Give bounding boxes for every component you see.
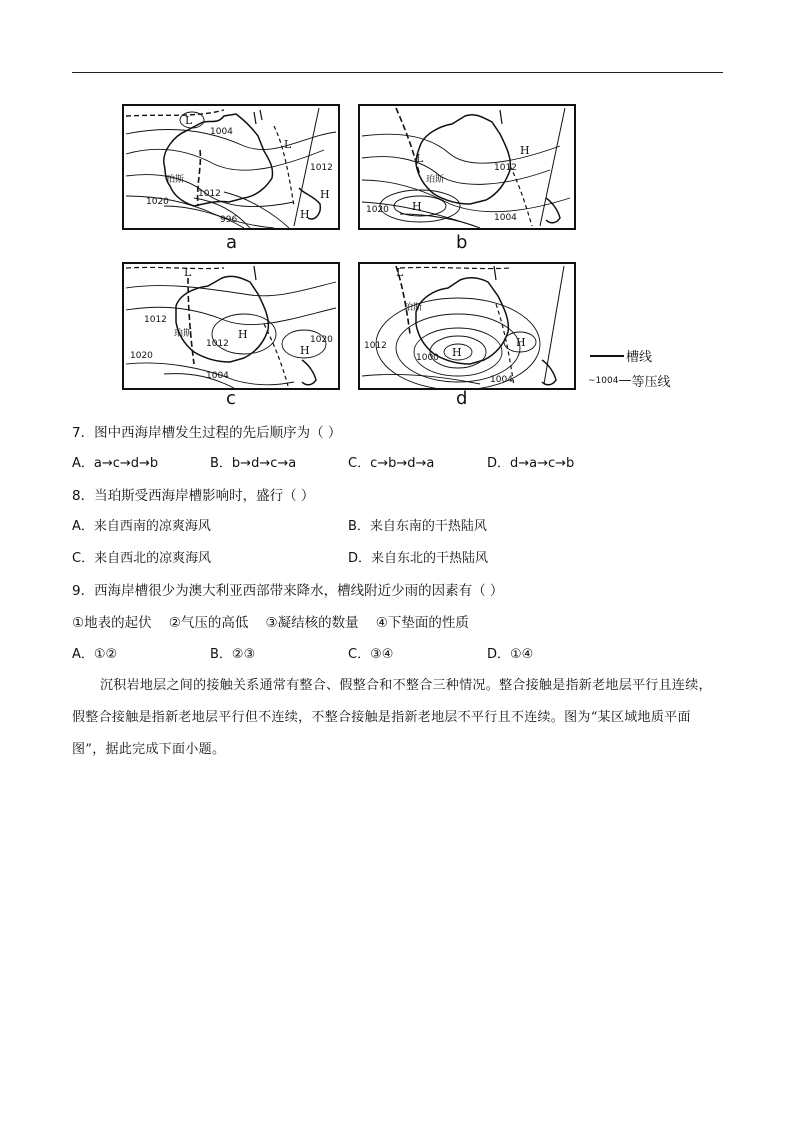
map-c-isobar-1020-west: 1020 [130, 351, 153, 361]
weather-map-d [358, 262, 576, 390]
map-d-isobar-1012: 1012 [364, 341, 387, 351]
map-b-isobar-1012: 1012 [494, 163, 517, 173]
map-b-high-label-2: H [412, 200, 422, 213]
trough-line-icon [590, 351, 626, 361]
map-c-isobar-1012-center: 1012 [206, 339, 229, 349]
question-9-factors: ①地表的起伏 ②气压的高低 ③凝结核的数量 ④下垫面的性质 [72, 615, 469, 631]
header-rule [72, 72, 723, 73]
map-b-low-label: L [416, 152, 424, 165]
question-8-option-a[interactable]: A．来自西南的凉爽海风 [72, 519, 211, 534]
question-8-option-b[interactable]: B．来自东南的干热陆风 [348, 519, 487, 534]
legend-isobar-value: 1004 [595, 375, 619, 386]
question-7-stem: 7．图中西海岸槽发生过程的先后顺序为（ ） [72, 425, 342, 441]
legend-isobar: ~ 1004 — 等压线 [588, 373, 671, 390]
map-a-isobar-1020: 1020 [146, 197, 169, 207]
map-c-isobar-1020-east: 1020 [310, 335, 333, 345]
map-a-perth-label: 珀斯 [166, 175, 185, 185]
map-c-caption: c [226, 388, 236, 409]
question-9-option-b[interactable]: B．②③ [210, 647, 256, 662]
weather-map-b [358, 104, 576, 230]
map-d-isobar-1004: 1004 [490, 375, 513, 385]
weather-map-c [122, 262, 340, 390]
map-b-isobar-1020: 1020 [366, 205, 389, 215]
map-a-isobar-1012-west: 1012 [198, 189, 221, 199]
map-d-high-label-2: H [516, 336, 526, 349]
map-a-low-label-1: L [185, 114, 193, 127]
question-7-option-d[interactable]: D．d→a→c→b [487, 456, 575, 471]
map-a-isobar-1012-east: 1012 [310, 163, 333, 173]
question-9-stem: 9．西海岸槽很少为澳大利亚西部带来降水，槽线附近少雨的因素有（ ） [72, 583, 504, 599]
map-b-perth-label: 珀斯 [426, 175, 445, 185]
legend-isobar-label: 等压线 [631, 375, 671, 390]
map-d-perth-label: 珀斯 [404, 303, 423, 313]
map-d-low-label: L [396, 266, 404, 279]
map-d-caption: d [456, 388, 468, 409]
question-7-option-c[interactable]: C．c→b→d→a [348, 456, 435, 471]
geology-intro-paragraph: 沉积岩地层之间的接触关系通常有整合、假整合和不整合三种情况。整合接触是指新老地层平行且连续，假整合接触是指新老地层平行但不连续，不整合接触是指新老地层不平行且不连续。图为“某区域地质平面图”，据此完成下面小题。 [72, 678, 712, 757]
map-a-isobar-1004: 1004 [210, 127, 233, 137]
map-c-low-label: L [184, 266, 192, 279]
map-a-high-label-1: H [320, 188, 330, 201]
map-a-isobar-996: 996 [220, 215, 238, 225]
map-c-isobar-1012-west: 1012 [144, 315, 167, 325]
map-a-low-label-2: L [284, 138, 292, 151]
map-d-isobar-1000: 1000 [416, 353, 439, 363]
question-8-stem: 8．当珀斯受西海岸槽影响时，盛行（ ） [72, 488, 315, 504]
map-c-high-label-2: H [300, 344, 310, 357]
map-a-high-label-2: H [300, 208, 310, 221]
map-c-perth-label: 珀斯 [174, 329, 193, 339]
question-7-option-b[interactable]: B．b→d→c→a [210, 456, 297, 471]
question-8-option-c[interactable]: C．来自西北的凉爽海风 [72, 551, 212, 566]
question-7-option-a[interactable]: A．a→c→d→b [72, 456, 159, 471]
weather-map-a [122, 104, 340, 230]
question-9-option-c[interactable]: C．③④ [348, 647, 394, 662]
map-c-high-label-1: H [238, 328, 248, 341]
legend-trough [590, 346, 652, 365]
question-9-option-d[interactable]: D．①④ [487, 647, 534, 662]
question-8-option-d[interactable]: D．来自东北的干热陆风 [348, 551, 489, 566]
map-b-caption: b [456, 232, 468, 253]
map-a-caption: a [226, 232, 238, 253]
legend-trough-label: 槽线 [626, 350, 653, 365]
map-d-high-label-1: H [452, 346, 462, 359]
map-b-isobar-1004: 1004 [494, 213, 517, 223]
map-b-high-label-1: H [520, 144, 530, 157]
map-c-isobar-1004: 1004 [206, 371, 229, 381]
question-9-option-a[interactable]: A．①② [72, 647, 118, 662]
